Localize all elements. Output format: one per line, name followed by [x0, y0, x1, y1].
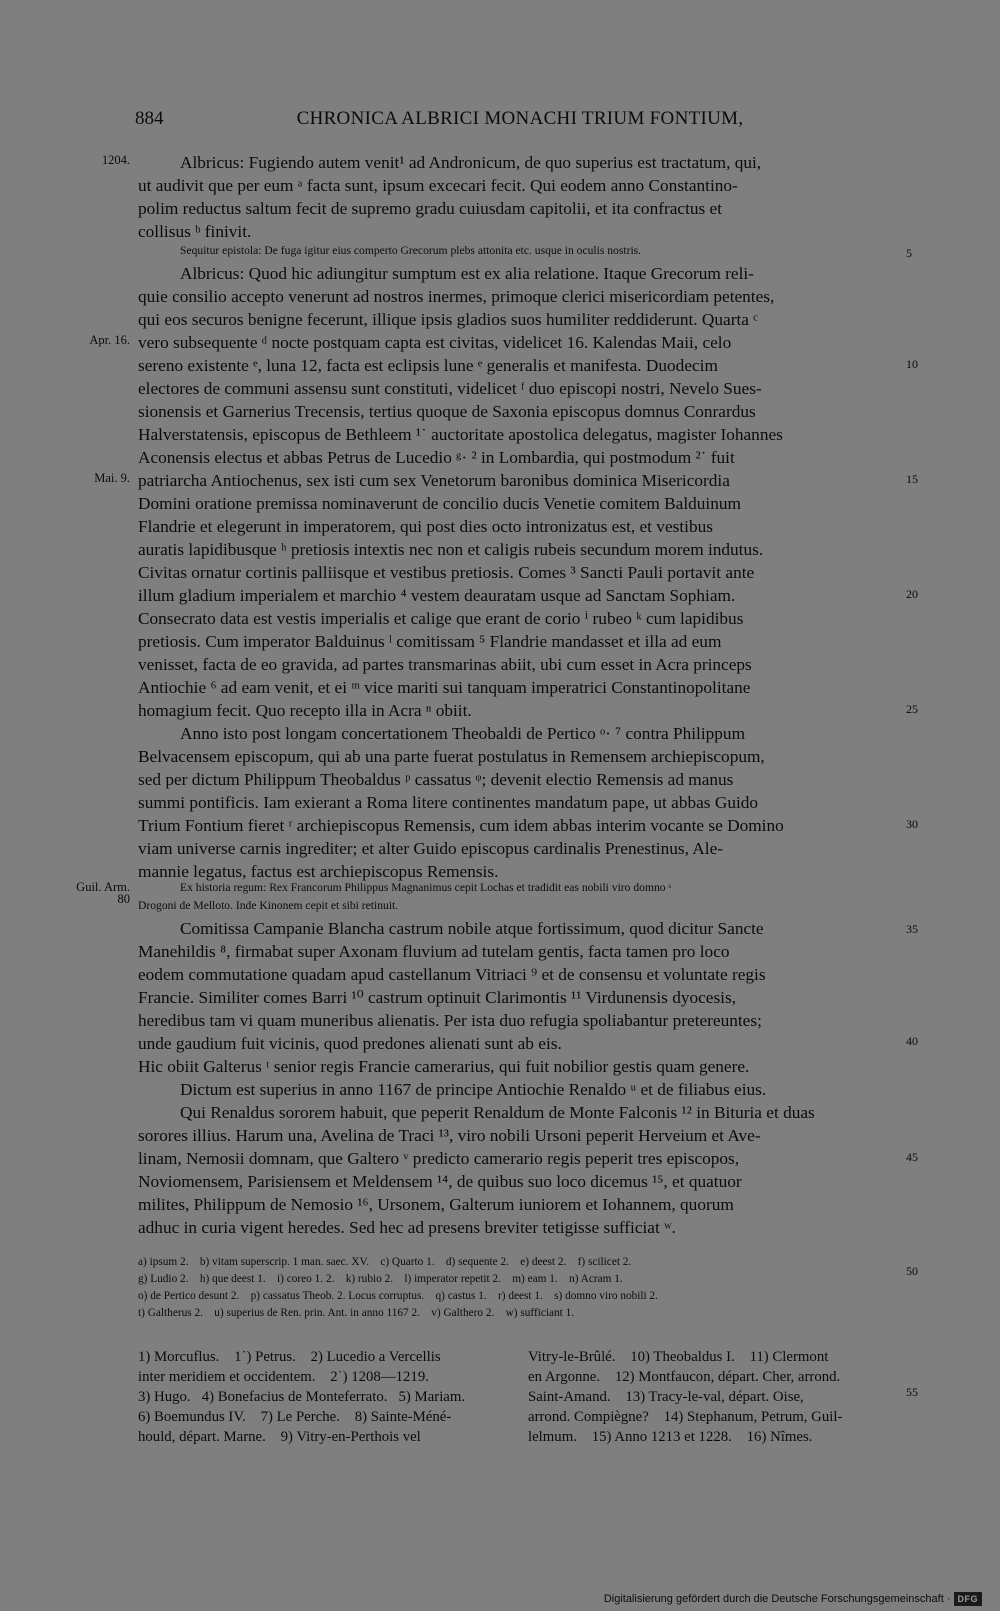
- footnote-line: arrond. Compiègne? 14) Stephanum, Petrum, Guil-: [528, 1409, 843, 1425]
- text-line: collisus ᵇ finivit.: [138, 222, 252, 241]
- text-line: Halverstatensis, episcopus de Bethleem ¹˙ auctoritate apostolica delegatus, magister Iohannes: [138, 425, 783, 444]
- footnotes-right-column: [528, 1347, 842, 1447]
- text-line: sed per dictum Philippum Theobaldus ᵖ cassatus ᵠ; devenit electio Remensis ad manus: [138, 770, 734, 789]
- text-line: linam, Nemosii domnam, que Galtero ᵛ predicto camerario regis peperit tres episcopos,: [138, 1149, 740, 1168]
- footnote-line: 6) Boemundus IV. 7) Le Perche. 8) Sainte-Méné-: [138, 1409, 452, 1425]
- text-line: polim reductus saltum fecit de supremo gradu cuiusdam capitolii, et ita confractus et: [138, 199, 723, 218]
- text-line: Albricus: Fugiendo autem venit¹ ad Andronicum, de quo superius est tractatum, qui,: [180, 153, 762, 172]
- excerpt-line: Ex historia regum: Rex Francorum Philippus Magnanimus cepit Lochas et tradidit eas nobili viro domno ˢ: [180, 881, 671, 894]
- page-number: 884: [135, 108, 164, 129]
- text-line: patriarcha Antiochenus, sex isti cum sex Venetorum baronibus dominica Misericordia: [138, 471, 730, 490]
- line-number: 15: [906, 472, 918, 486]
- text-line: qui eos securos benigne fecerunt, illique ipsis gladios suos humiliter reddiderunt. Quarta ᶜ: [138, 310, 758, 329]
- left-margin-date: 1204.: [101, 153, 130, 167]
- page-header: [135, 108, 905, 136]
- footnote-line: hould, départ. Marne. 9) Vitry-en-Perthois vel: [138, 1429, 421, 1445]
- line-number: 25: [906, 702, 918, 716]
- text-line: illum gladium imperialem et marchio ⁴ vestem deauratam usque ad Sanctam Sophiam.: [138, 586, 736, 605]
- text-line: milites, Philippum de Nemosio ¹⁶, Ursonem, Galterum iuniorem et Iohannem, quorum: [138, 1195, 734, 1214]
- text-line: ut audivit que per eum ᵃ facta sunt, ipsum excecari fecit. Qui eodem anno Constantino-: [138, 176, 738, 195]
- text-line: mannie legatus, factus est archiepiscopus Remensis.: [138, 862, 499, 881]
- text-line: Flandrie et elegerunt in imperatorem, qui post dies octo intronizatus est, et vestibus: [138, 517, 713, 536]
- text-line: Trium Fontium fieret ʳ archiepiscopus Remensis, cum idem abbas interim vocante se Domino: [138, 816, 784, 835]
- text-line: sionensis et Garnerius Trecensis, tertius quoque de Saxonia episcopus domnus Conrardus: [138, 402, 756, 421]
- left-margin-date: Mai. 9.: [94, 471, 130, 485]
- text-line: electores de communi assensu sunt constituti, videlicet ᶠ duo episcopi nostri, Nevelo Sues-: [138, 379, 762, 398]
- text-line: adhuc in curia vigent heredes. Sed hec ad presens breviter tetigisse sufficiat ʷ.: [138, 1218, 676, 1237]
- text-line: Francie. Similiter comes Barri ¹⁰ castrum optinuit Clarimontis ¹¹ Virdunensis dyocesis,: [138, 988, 737, 1007]
- text-line: Domini oratione premissa nominaverunt de concilio ducis Venetie comitem Balduinum: [138, 494, 741, 513]
- text-line: unde gaudium fuit vicinis, quod predones alienati sunt ab eis.: [138, 1034, 562, 1053]
- footnote-line: 1) Morcuflus. 1˙) Petrus. 2) Lucedio a Vercellis: [138, 1349, 441, 1365]
- left-margin-date: Apr. 16.: [89, 333, 130, 347]
- text-line: viam universe carnis ingrediter; et alter Guido episcopus cardinalis Prenestinus, Ale-: [138, 839, 723, 858]
- text-line: sereno existente ᵉ, luna 12, facta est eclipsis lune ᵉ generalis et manifesta. Duodecim: [138, 356, 718, 375]
- line-number: 30: [906, 817, 918, 831]
- text-line: heredibus tam vi quam muneribus alienatis. Per ista duo refugia spoliabantur pretereuntes;: [138, 1011, 762, 1030]
- dfg-credit: [604, 1592, 982, 1606]
- text-line: Anno isto post longam concertationem Theobaldi de Pertico ᵒ· ⁷ contra Philippum: [180, 724, 746, 743]
- text-line: Dictum est superius in anno 1167 de principe Antiochie Renaldo ᵘ et de filiabus eius.: [180, 1080, 767, 1099]
- text-line: Qui Renaldus sororem habuit, que peperit Renaldum de Monte Falconis ¹² in Bituria et duas: [180, 1103, 815, 1122]
- text-line: vero subsequente ᵈ nocte postquam capta est civitas, videlicet 16. Kalendas Maii, celo: [138, 333, 732, 352]
- text-line: summi pontificis. Iam exierant a Roma litere continentes mandatum pape, ut abbas Guido: [138, 793, 759, 812]
- text-line: sorores illius. Harum una, Avelina de Traci ¹³, viro nobili Ursoni peperit Herveium et Ave-: [138, 1126, 761, 1145]
- text-line: auratis lapidibusque ʰ pretiosis intextis nec non et caligis rubeis secundum morem indutus.: [138, 540, 764, 559]
- text-line: homagium fecit. Quo recepto illa in Acra ⁿ obiit.: [138, 701, 472, 720]
- excerpt-line: Drogoni de Melloto. Inde Kinonem cepit et sibi retinuit.: [138, 899, 399, 912]
- left-margin-date: 80: [117, 892, 130, 906]
- line-number: 45: [906, 1150, 918, 1164]
- apparatus-note-line: g) Ludio 2. h) que deest 1. i) coreo 1. 2. k) rubio 2. l) imperator repetit 2. m) eam 1. n) Acram 1.: [138, 1273, 623, 1285]
- running-title: CHRONICA ALBRICI MONACHI TRIUM FONTIUM,: [296, 108, 744, 129]
- apparatus-note-line: a) ipsum 2. b) vitam superscrip. 1 man. saec. XV. c) Quarto 1. d) sequente 2. e) deest 2. f) scilicet 2.: [138, 1256, 632, 1268]
- footnote-line: en Argonne. 12) Montfaucon, départ. Cher, arrond.: [528, 1369, 841, 1385]
- line-number: 50: [906, 1264, 918, 1278]
- text-line: Hic obiit Galterus ᵗ senior regis Francie camerarius, qui fuit nobilior gestis quam genere.: [138, 1057, 750, 1076]
- excerpt-line: Sequitur epistola: De fuga igitur eius comperto Grecorum plebs attonita etc. usque in oculis nostris.: [180, 244, 642, 257]
- line-number: 40: [906, 1034, 918, 1048]
- text-line: eodem commutatione quadam apud castellanum Vitriaci ⁹ et de consensu et voluntate regis: [138, 965, 766, 984]
- text-line: Civitas ornatur cortinis palliisque et vestibus pretiosis. Comes ³ Sancti Pauli portavit ante: [138, 563, 755, 582]
- text-line: Albricus: Quod hic adiungitur sumptum est ex alia relatione. Itaque Grecorum reli-: [180, 264, 754, 283]
- text-line: Consecrato data est vestis imperialis et calige que erant de corio ⁱ rubeo ᵏ cum lapidibus: [138, 609, 744, 628]
- footnote-line: Vitry-le-Brûlé. 10) Theobaldus I. 11) Clermont: [528, 1349, 829, 1365]
- text-line: Noviomensem, Parisiensem et Meldensem ¹⁴, de quibus suo loco dicemus ¹⁵, et quatuor: [138, 1172, 742, 1191]
- footnote-line: 3) Hugo. 4) Bonefacius de Monteferrato. 5) Mariam.: [138, 1389, 466, 1405]
- footnotes-left-column: [138, 1347, 465, 1447]
- left-margin-date: Guil. Arm.: [76, 880, 130, 894]
- footnote-line: lelmum. 15) Anno 1213 et 1228. 16) Nîmes.: [528, 1429, 813, 1445]
- apparatus-note-line: o) de Pertico desunt 2. p) cassatus Theob. 2. Locus corruptus. q) castus 1. r) deest 1. s) domno viro nobili 2.: [138, 1290, 658, 1302]
- footnote-line: inter meridiem et occidentem. 2˙) 1208—1219.: [138, 1369, 429, 1385]
- text-line: Manehildis ⁸, firmabat super Axonam fluvium ad tutelam gentis, facta tamen pro loco: [138, 942, 730, 961]
- line-number: 10: [906, 357, 918, 371]
- text-line: Comitissa Campanie Blancha castrum nobile atque fortissimum, quod dicitur Sancte: [180, 919, 764, 938]
- text-line: pretiosis. Cum imperator Balduinus ˡ comitissam ⁵ Flandrie mandasset et illa ad eum: [138, 632, 722, 651]
- text-line: Belvacensem episcopum, qui ab una parte fuerat postulatus in Remensem archiepiscopum,: [138, 747, 765, 766]
- text-line: Antiochie ⁶ ad eam venit, et ei ᵐ vice mariti sui tanquam imperatrici Constantinopolitane: [138, 678, 751, 697]
- line-number: 35: [906, 922, 918, 936]
- text-line: venisset, facta de eo gravida, ad partes transmarinas abiit, ubi cum esset in Acra princeps: [138, 655, 752, 674]
- text-line: Aconensis electus et abbas Petrus de Lucedio ᵍ· ² in Lombardia, qui postmodum ²˙ fuit: [138, 448, 735, 467]
- apparatus-note-line: t) Galtherus 2. u) superius de Ren. prin. Ant. in anno 1167 2. v) Galthero 2. w) sufficiant 1.: [138, 1307, 575, 1319]
- credit-text: Digitalisierung gefördert durch die Deutsche Forschungsgemeinschaft ·: [603, 1593, 951, 1605]
- footnote-line: Saint-Amand. 13) Tracy-le-val, départ. Oise,: [528, 1389, 804, 1405]
- line-number: 55: [906, 1385, 918, 1399]
- line-number: 20: [906, 587, 918, 601]
- dfg-logo-icon: DFG: [954, 1592, 983, 1606]
- text-line: quie consilio accepto venerunt ad nostros inermes, primoque clerici misericordiam petentes,: [138, 287, 775, 306]
- line-number: 5: [906, 246, 912, 260]
